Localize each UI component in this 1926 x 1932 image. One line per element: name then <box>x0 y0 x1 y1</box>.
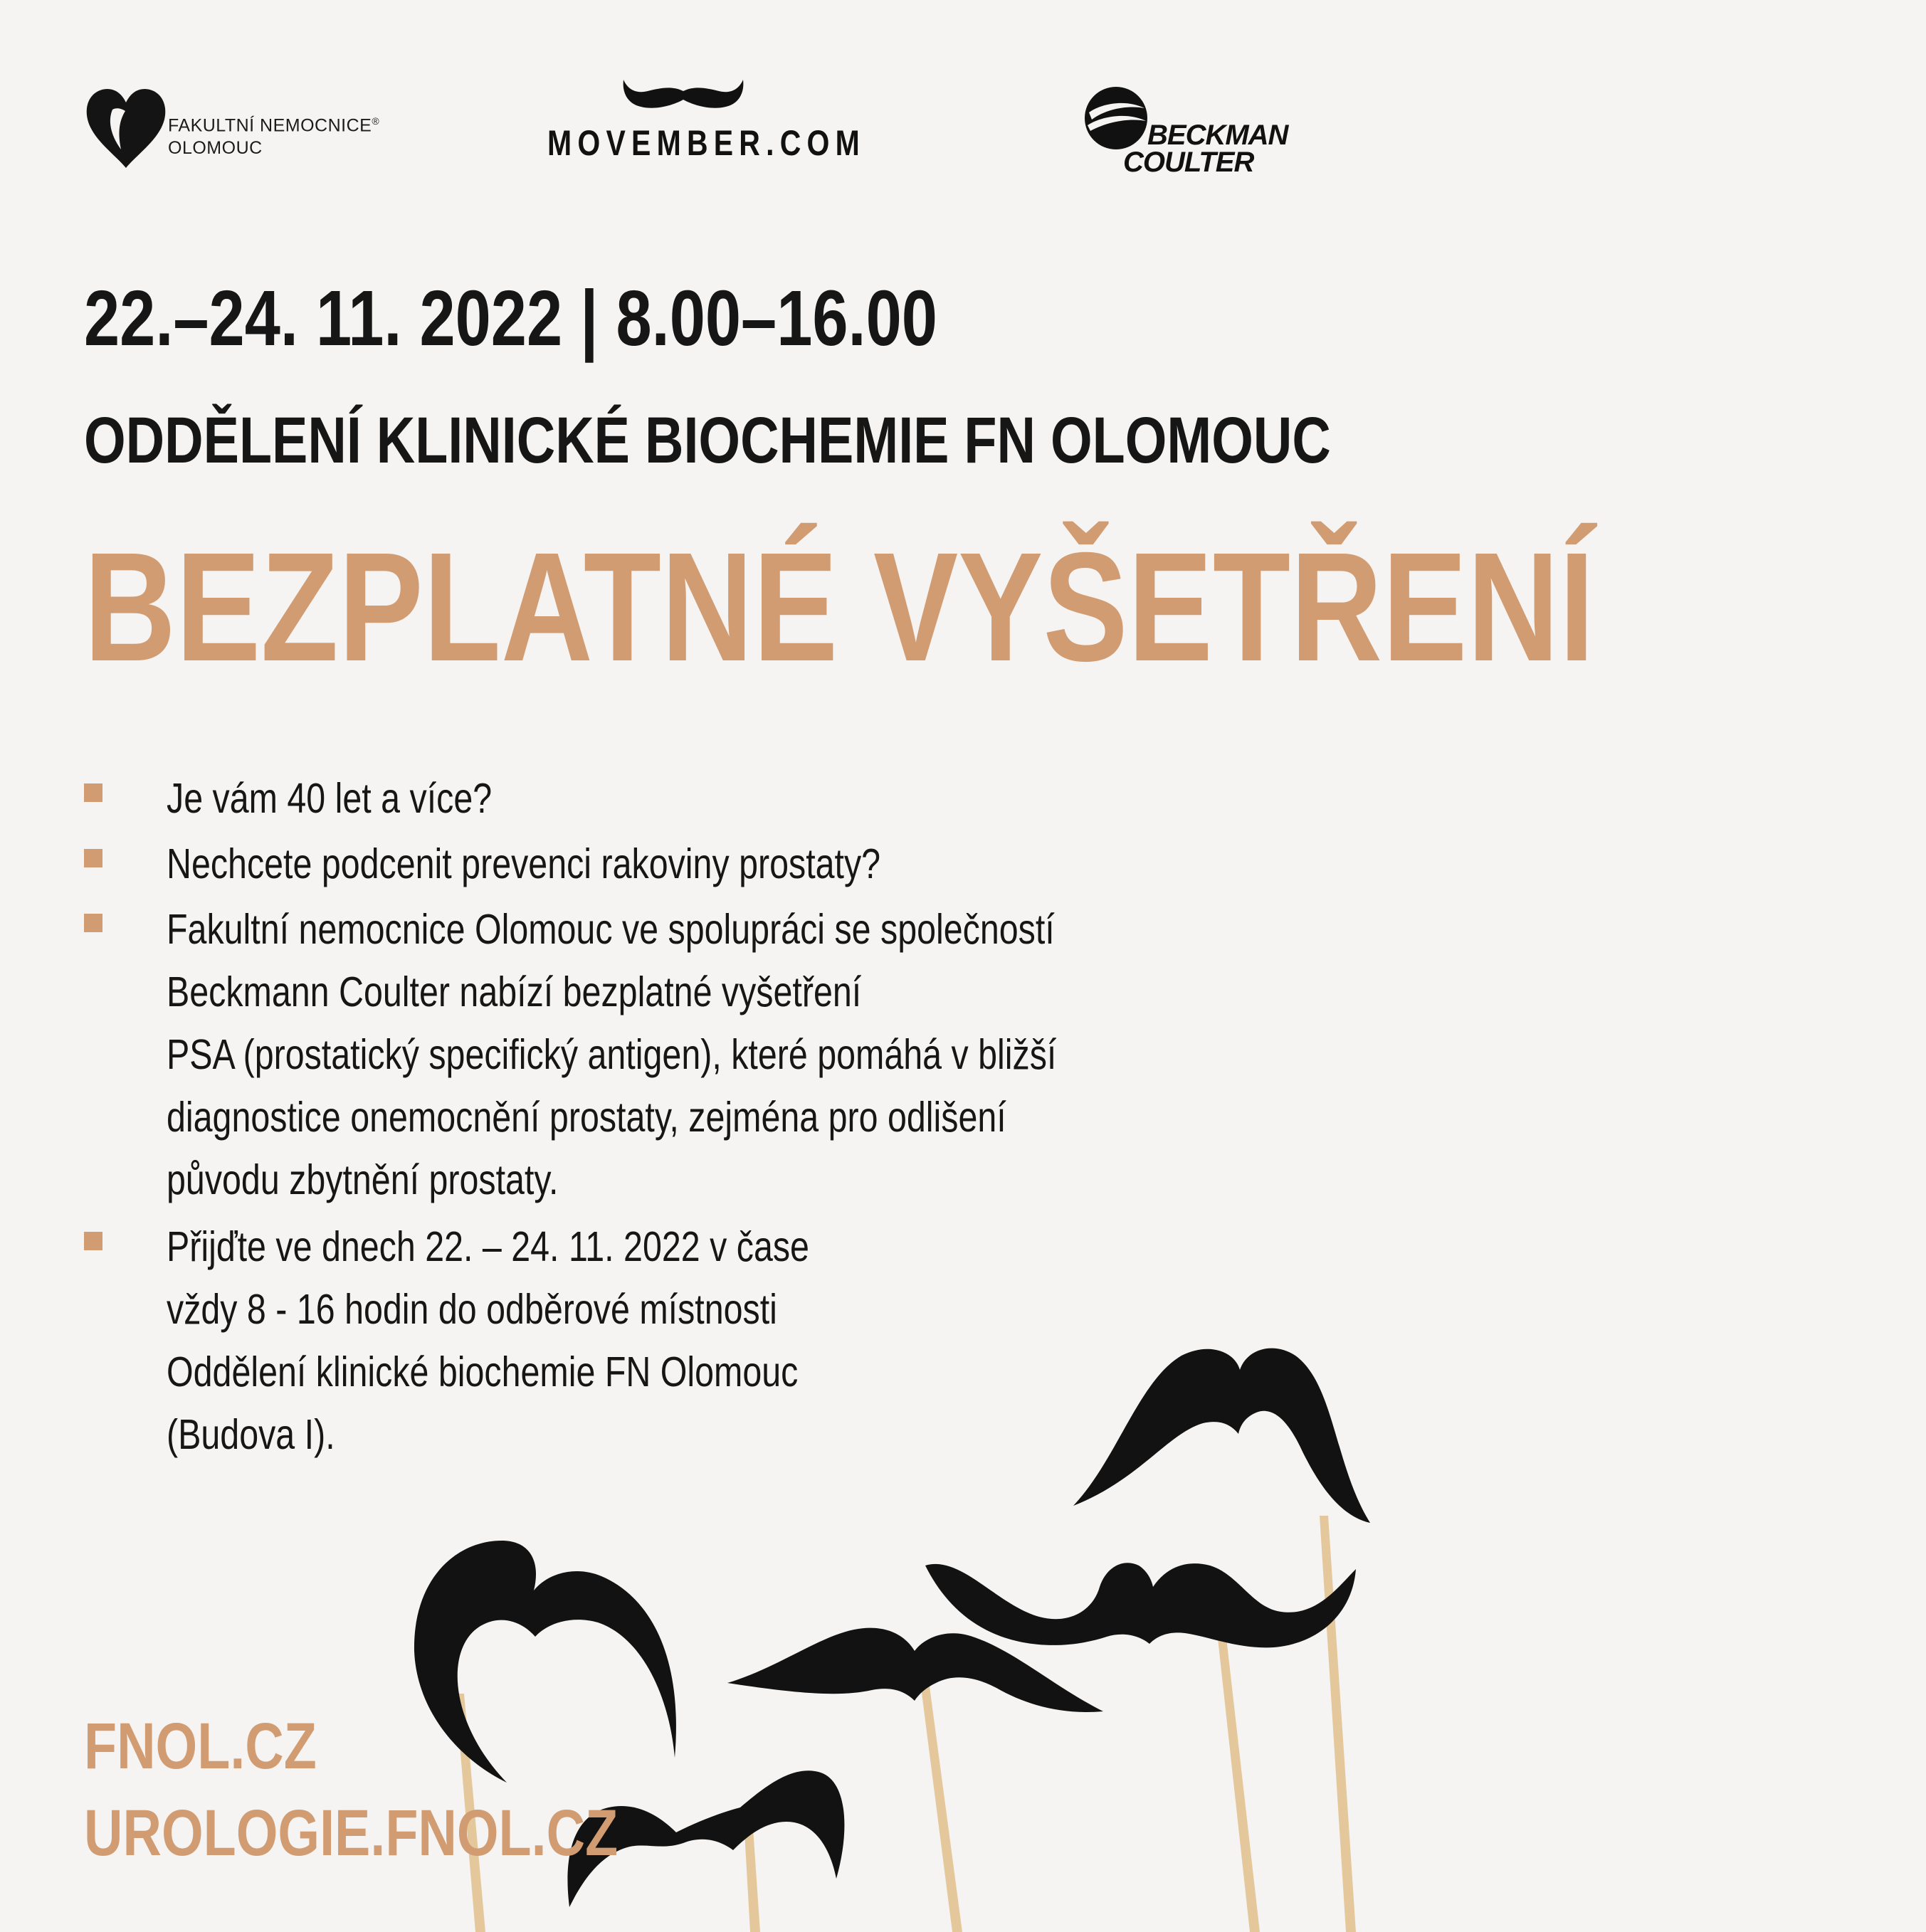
list-item: Je vám 40 let a více? <box>167 775 493 822</box>
mustache-prop-icon <box>1073 1348 1370 1523</box>
movember-wordmark: MOVEMBER.COM <box>547 123 865 163</box>
coulter-wordmark: COULTER <box>1123 147 1254 178</box>
fnol-name: FAKULTNÍ NEMOCNICE® <box>168 115 380 136</box>
department-heading: ODDĚLENÍ KLINICKÉ BIOCHEMIE FN OLOMOUC <box>84 404 1331 477</box>
list-item: Fakultní nemocnice Olomouc ve spolupráci se společností Beckmann Coulter nabízí bezplatné vyšetření PSA (prostatický specifický antigen), které pomáhá v bližší diagnostice onemocnění prostaty, zejména pro odlišení původu zbytnění prostaty. <box>167 906 1057 1203</box>
mustache-prop-icon <box>925 1563 1356 1647</box>
event-date-time: 22.–24. 11. 2022 | 8.00–16.00 <box>84 275 937 362</box>
fnol-city: OLOMOUC <box>168 138 263 158</box>
main-title: BEZPLATNÉ VYŠETŘENÍ <box>84 521 1595 694</box>
fnol-link[interactable]: FNOL.CZ <box>84 1710 317 1783</box>
mustache-prop-icon <box>414 1541 676 1783</box>
urologie-link[interactable]: UROLOGIE.FNOL.CZ <box>84 1797 619 1869</box>
list-item: Nechcete podcenit prevenci rakoviny prostaty? <box>167 840 881 887</box>
list-item: Přijďte ve dnech 22. – 24. 11. 2022 v čase vždy 8 - 16 hodin do odběrové místnosti Oddělení klinické biochemie FN Olomouc (Budova I). <box>167 1223 809 1458</box>
beckman-wordmark: BECKMAN <box>1147 120 1288 151</box>
